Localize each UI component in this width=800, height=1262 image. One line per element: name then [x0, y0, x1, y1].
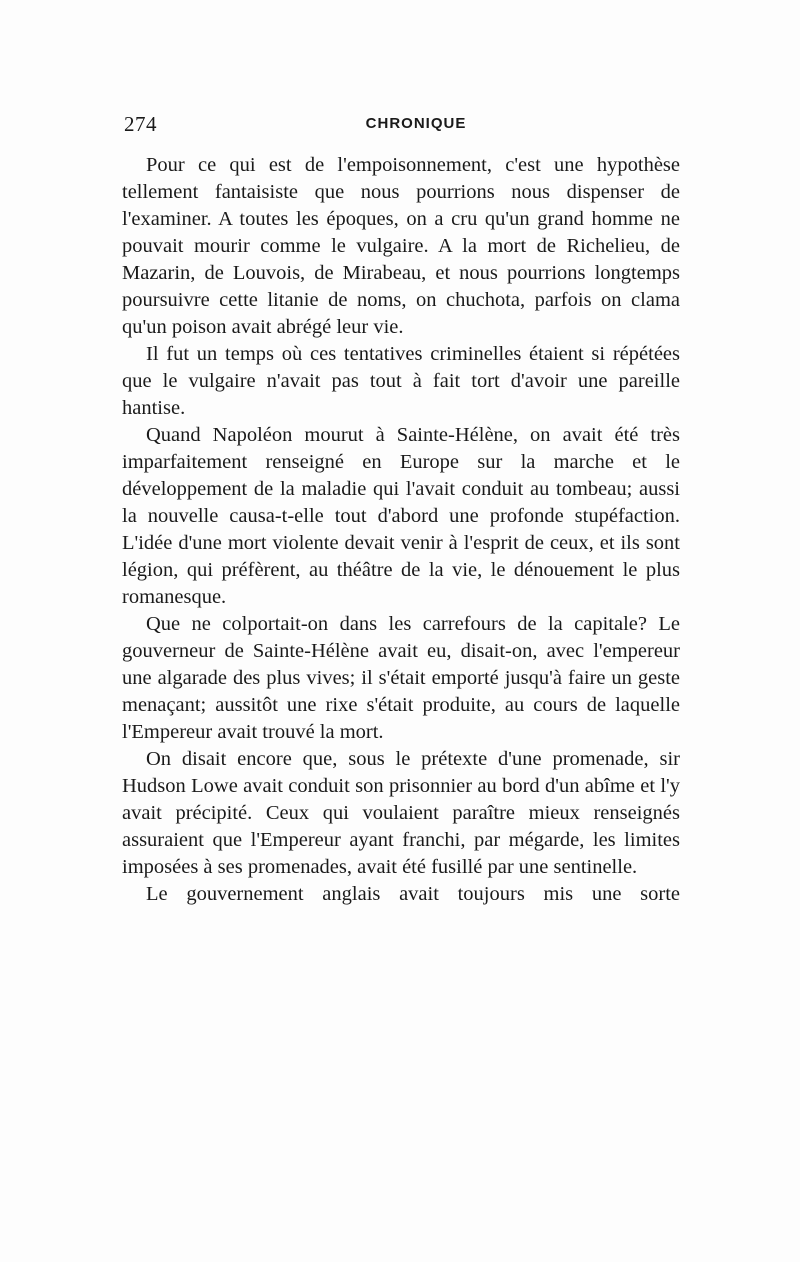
paragraph-empoisonnement: Pour ce qui est de l'empoisonnement, c'est une hypothèse tellement fantaisiste que nous pourrions nous dispenser de l'examiner. A toutes les époques, on a cru qu'un grand homme ne pouvait mourir comme le vulgaire. A la mort de Richelieu, de Mazarin, de Louvois, de Mirabeau, et nous pourrions longtemps poursuivre cette litanie de noms, on chuchota, parfois on clama qu'un poison avait abrégé leur vie. — [122, 154, 680, 338]
paragraph-gouvernement: Le gouvernement anglais avait toujours mis une sorte — [146, 883, 680, 905]
body-text — [122, 152, 680, 908]
paragraph-tentatives: Il fut un temps où ces tentatives criminelles étaient si répétées que le vulgaire n'avait pas tout à fait tort d'avoir une pareille hantise. — [122, 343, 680, 419]
running-title: CHRONIQUE — [365, 115, 467, 132]
page-number: 274 — [124, 112, 157, 136]
paragraph-carrefours: Que ne colportait-on dans les carrefours de la capitale? Le gouverneur de Sainte-Hélène avait eu, disait-on, avec l'empereur une algarade des plus vives; il s'était emporté jusqu'à faire un geste menaçant; aussitôt une rixe s'était produite, au cours de laquelle l'Empereur avait trouvé la mort. — [122, 613, 680, 743]
running-head — [122, 112, 680, 140]
paragraph-promenade: On disait encore que, sous le prétexte d'une promenade, sir Hudson Lowe avait conduit son prisonnier au bord d'un abîme et l'y avait précipité. Ceux qui voulaient paraître mieux renseignés assuraient que l'Empereur ayant franchi, par mégarde, les limites imposées à ses promenades, avait été fusillé par une sentinelle. — [122, 748, 680, 878]
paragraph-napoleon: Quand Napoléon mourut à Sainte-Hélène, on avait été très imparfaitement renseigné en Europe sur la marche et le développement de la maladie qui l'avait conduit au tombeau; aussi la nouvelle causa-t-elle tout d'abord une profonde stupéfaction. L'idée d'une mort violente devait venir à l'esprit de ceux, et ils sont légion, qui préfèrent, au théâtre de la vie, le dénouement le plus romanesque. — [122, 424, 680, 608]
